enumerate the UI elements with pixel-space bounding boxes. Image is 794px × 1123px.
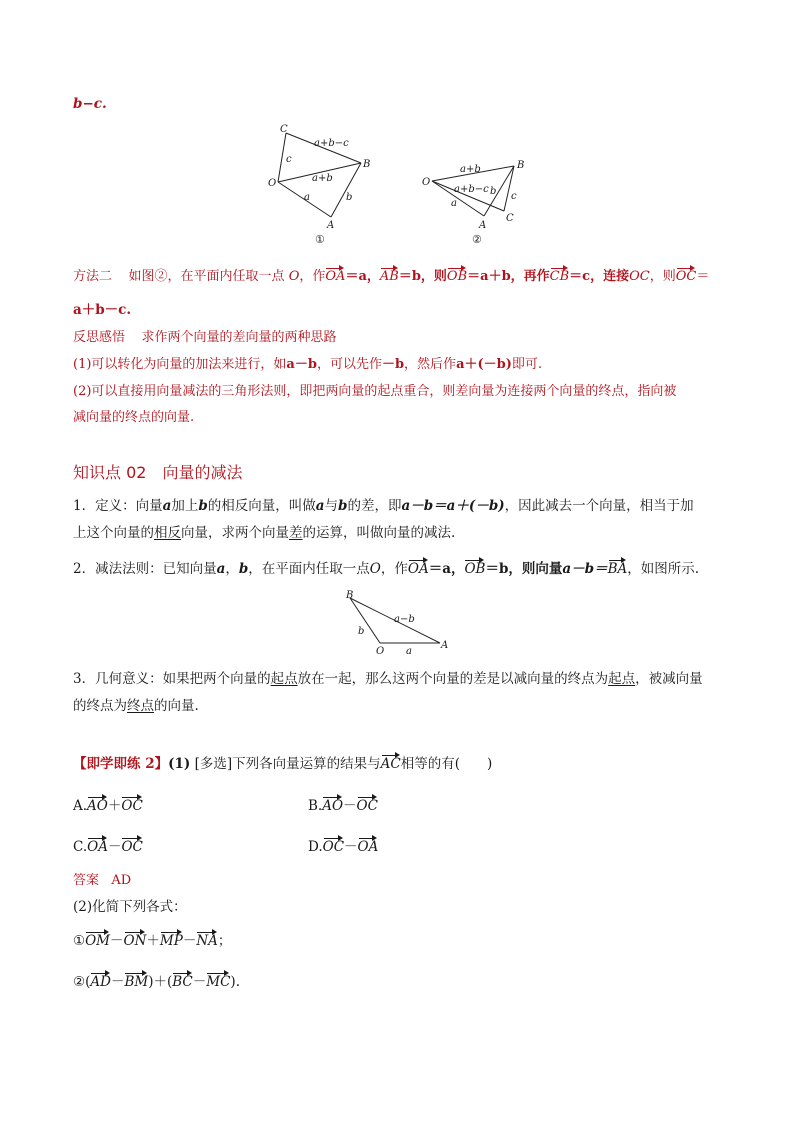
text: 的终点为	[73, 698, 127, 714]
method2-lead: 方法二	[73, 269, 113, 284]
section-heading	[73, 460, 242, 483]
vector: OC	[121, 798, 143, 814]
reflect-item-2: (2)可以直接用向量减法的三角形法则，即把两向量的起点重合，则差向量为连接两个向量的终点，指向被	[73, 384, 677, 399]
reflect-title: 反思感悟	[73, 330, 126, 345]
method2-eq: ＝a＋b，再作	[467, 269, 550, 284]
operator: －	[110, 933, 124, 949]
method2-eq: ＝	[696, 269, 710, 284]
fig2-label-abc: a+b−c	[454, 184, 489, 195]
vector-OB: OB	[464, 561, 486, 577]
geo-line-1	[73, 667, 703, 687]
punctuation: ；	[217, 933, 232, 949]
vector: OC	[121, 839, 143, 855]
top-fragment: b−c.	[73, 96, 107, 112]
vector-OA: OA	[407, 561, 429, 577]
underlined-term: 差	[289, 525, 303, 541]
fig1-label-a: a	[304, 192, 310, 203]
math: ＝a，	[428, 561, 465, 577]
operator: ＋	[146, 933, 160, 949]
reflect-text: ，然后作	[404, 357, 457, 372]
figure-2	[418, 155, 538, 245]
figure-1	[262, 122, 380, 247]
vector-AC: AC	[380, 756, 401, 772]
underlined-term: 终点	[127, 698, 154, 714]
text: 与	[324, 498, 339, 514]
method2-text: ，则	[649, 269, 676, 284]
reflect-text: 求作两个向量的差向量的两种思路	[141, 330, 337, 345]
vector: AO	[87, 798, 108, 814]
text: ，因此减去一个向量，相当于加	[504, 498, 694, 514]
method2-eq: ＝b，则	[398, 269, 447, 284]
reflect-math: a＋(－b)	[456, 357, 512, 372]
vector: OA	[87, 839, 108, 855]
vector: MP	[159, 933, 183, 949]
section-label: 知识点 02	[73, 463, 147, 482]
fig3-label-B: B	[346, 590, 354, 601]
fig1-label-b: b	[346, 192, 353, 203]
fig2-caption: ②	[472, 233, 482, 245]
text: [多选]下列各向量运算的结果与	[194, 756, 381, 772]
math: a	[162, 498, 172, 514]
figure-3	[340, 588, 458, 658]
point-O: O	[369, 561, 381, 577]
fig1-label-abc: a+b−c	[314, 138, 349, 149]
text: 加上	[171, 498, 199, 514]
fig3-label-a: a	[406, 646, 412, 657]
reflect-text: ，可以先作	[316, 357, 382, 372]
reflect-text: (1)可以转化为向量的加法来进行，如	[73, 357, 287, 372]
math: a－b＝	[562, 561, 608, 577]
vector: BC	[172, 974, 193, 990]
vector: MC	[206, 974, 231, 990]
exercise-tag: 【即学即练 2】	[73, 756, 169, 772]
reflect-item-1	[73, 353, 542, 372]
operator: －	[344, 839, 358, 855]
vector-CB: CB	[549, 269, 570, 284]
fig1-label-O: O	[268, 178, 277, 189]
math: b	[238, 561, 249, 577]
reflect-text: 即可.	[511, 357, 543, 372]
answer-line	[73, 869, 131, 888]
text: 相等的有( )	[400, 756, 493, 772]
text: ，在平面内任取一点	[248, 561, 370, 577]
option-D	[308, 835, 378, 855]
answer-label: 答案	[73, 873, 100, 888]
fig2-label-C: C	[506, 213, 514, 224]
text: 3．几何意义：如果把两个向量的	[73, 671, 271, 687]
vector-OA: OA	[325, 269, 346, 284]
text: 放在一起，那么这两个向量的差是以减向量的终点为	[297, 671, 609, 687]
fig3-label-b: b	[358, 626, 365, 637]
vector-OC: OC	[675, 269, 697, 284]
item-marker: ②(	[73, 974, 91, 990]
text: ，如图所示.	[627, 561, 700, 577]
option-label: A.	[73, 798, 88, 814]
expression-2	[73, 970, 240, 990]
text: 上这个向量的	[73, 525, 154, 541]
method2-eq: ＝a，	[345, 269, 380, 284]
reflect-item-2-cont: 减向量的终点的向量.	[73, 410, 195, 425]
underlined-term: 起点	[270, 671, 298, 687]
option-label: D.	[308, 839, 323, 855]
vector: AO	[322, 798, 344, 814]
operator: ＋	[107, 798, 122, 814]
operator: －	[107, 839, 122, 855]
vector: OA	[357, 839, 379, 855]
punctuation: ).	[230, 974, 240, 990]
option-B	[308, 794, 378, 814]
vector-AB: AB	[379, 269, 399, 284]
fig1-label-C: C	[280, 124, 288, 135]
math: b	[338, 498, 348, 514]
text: 的向量.	[154, 698, 199, 714]
option-C	[73, 835, 143, 855]
method2-line	[73, 265, 709, 284]
text: 向量，求两个向量	[181, 525, 289, 541]
vector: NA	[196, 933, 218, 949]
text: ，	[225, 561, 239, 577]
math: a	[216, 561, 226, 577]
reflect-math: －b	[381, 357, 405, 372]
text: 的运算，叫做向量的减法.	[302, 525, 456, 541]
reflect-heading	[73, 326, 337, 345]
rule-line	[73, 557, 699, 577]
vector-BA: BA	[607, 561, 628, 577]
expression-1	[73, 929, 231, 949]
text: 的差，即	[347, 498, 402, 514]
text: 2．减法法则：已知向量	[73, 561, 217, 577]
operator: －	[182, 933, 197, 949]
operator: －	[192, 974, 207, 990]
part2-heading: (2)化简下列各式：	[73, 899, 187, 915]
text: ，作	[380, 561, 408, 577]
definition-line-2	[73, 521, 455, 541]
method2-eq: ＝c，连接	[569, 269, 630, 284]
option-A	[73, 794, 143, 814]
option-label: C.	[73, 839, 88, 855]
operator: －	[110, 974, 125, 990]
exercise-heading	[73, 752, 492, 772]
fig2-label-c: c	[511, 191, 517, 202]
vector: OC	[356, 798, 378, 814]
exercise-number: (1)	[168, 756, 191, 772]
item-marker: ①	[73, 933, 86, 949]
fig2-label-O: O	[422, 177, 431, 188]
vector-OB: OB	[446, 269, 468, 284]
math: ＝b，则向量	[485, 561, 563, 577]
fig1-label-B: B	[363, 159, 371, 170]
point-O: O	[288, 269, 300, 284]
underlined-term: 相反	[154, 525, 181, 541]
section-title: 向量的减法	[162, 463, 243, 482]
option-label: B.	[308, 798, 323, 814]
fig1-label-A: A	[327, 220, 335, 231]
method2-text: ，作	[299, 269, 326, 284]
operator: )＋(	[148, 974, 173, 990]
vector: OC	[322, 839, 345, 855]
math: a	[315, 498, 325, 514]
vector: AD	[90, 974, 111, 990]
text: 的相反向量，叫做	[207, 498, 316, 514]
vector: BM	[124, 974, 149, 990]
text: ，被减向量	[635, 671, 703, 687]
fig3-label-ab: a−b	[394, 614, 415, 625]
underlined-term: 起点	[608, 671, 636, 687]
method2-text: 如图②，在平面内任取一点	[128, 269, 285, 284]
fig2-label-b: b	[490, 186, 497, 197]
answer-value: AD	[111, 873, 132, 888]
fig3-label-A: A	[441, 640, 449, 651]
reflect-math: a－b	[286, 357, 317, 372]
fig1-label-ab: a+b	[312, 173, 333, 184]
fig1-label-c: c	[286, 154, 292, 165]
fig2-label-A: A	[479, 220, 487, 231]
geo-line-2	[73, 694, 199, 714]
fig3-label-O: O	[376, 646, 385, 657]
vector: ON	[123, 933, 147, 949]
text: 1．定义：向量	[73, 498, 163, 514]
operator: －	[343, 798, 357, 814]
fig2-label-ab: a+b	[460, 164, 481, 175]
definition-line-1	[73, 494, 694, 514]
fig1-caption: ①	[315, 233, 325, 246]
fig2-label-B: B	[517, 160, 525, 171]
math: b	[198, 498, 208, 514]
fig2-label-a: a	[451, 198, 457, 209]
math: a－b＝a＋(－b)	[401, 498, 505, 514]
vector: OM	[85, 933, 110, 949]
segment-OC: OC	[629, 269, 650, 284]
method2-line2: a＋b－c.	[73, 302, 132, 318]
